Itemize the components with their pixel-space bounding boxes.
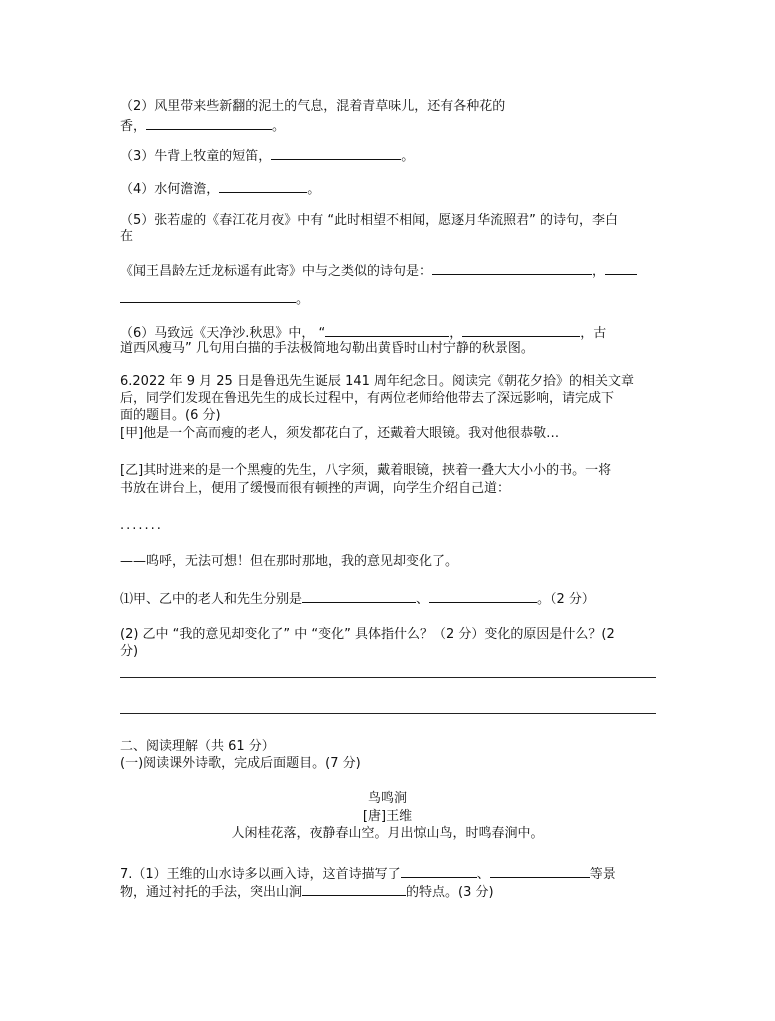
q5-3-line xyxy=(120,147,414,165)
q5-5-line3-pre: 《闻王昌龄左迁龙标遥有此寄》中与之类似的诗句是： xyxy=(120,264,433,279)
answer-line[interactable] xyxy=(120,713,656,714)
poem-author: [唐]王维 xyxy=(362,809,413,824)
q5-5-line1: （5）张若虚的《春江花月夜》中有 “此时相望不相闻，愿逐月华流照君” 的诗句，李白 xyxy=(120,213,619,228)
q5-6-line1-pre: （6）马致远《天净沙.秋思》中， “ xyxy=(120,326,326,341)
q7-line1-mid: 、 xyxy=(476,867,490,882)
q6-sub2-line2: 分) xyxy=(120,644,139,659)
q5-4-line xyxy=(120,180,320,198)
q6-sub2-line1: (2) 乙中 “我的意见却变化了” 中 “变化” 具体指什么？（2 分）变化的原因是什么？(2 xyxy=(120,627,615,642)
answer-blank[interactable] xyxy=(325,324,449,337)
section-subheading: (一)阅读课外诗歌，完成后面题目。(7 分) xyxy=(120,756,361,771)
q6-intro-line2: 后，同学们发现在鲁迅先生的成长过程中，有两位老师给他带去了深远影响，请完成下 xyxy=(120,391,615,406)
q5-6-line1 xyxy=(120,324,606,342)
q6-passage-yi-line2: 书放在讲台上，便用了缓慢而很有顿挫的声调，向学生介绍自己道： xyxy=(120,481,511,496)
q6-quote: ——呜呼，无法可想！但在那时那地，我的意见却变化了。 xyxy=(120,554,459,569)
q7-line1-pre: 7.（1）王维的山水诗多以画入诗，这首诗描写了 xyxy=(120,867,401,882)
q7-line1-post: 等景 xyxy=(589,867,616,882)
q6-passage-jia: [甲]他是一个高而瘦的老人，须发都花白了，还戴着大眼镜。我对他很恭敬… xyxy=(120,426,560,441)
q5-4-post: 。 xyxy=(307,182,321,197)
q5-6-line1-mid: ， xyxy=(449,326,463,341)
q7-line2 xyxy=(120,883,494,901)
q6-sub1-post: 。（2 分） xyxy=(537,592,595,607)
q5-2-line2 xyxy=(120,117,285,135)
q5-2-line1: （2）风里带来些新翻的泥土的气息，混着青草味儿，还有各种花的 xyxy=(120,99,506,114)
q5-6-line2: 道西风瘦马” 几句用白描的手法极简地勾勒出黄昏时山村宁静的秋景图。 xyxy=(120,341,534,356)
q5-6-line1-post: ，古 xyxy=(580,326,607,341)
answer-blank[interactable] xyxy=(432,262,592,275)
q5-5-line4 xyxy=(120,290,309,308)
section-heading: 二、阅读理解（共 61 分） xyxy=(120,739,275,754)
q6-intro-line1: 6.2022 年 9 月 25 日是鲁迅先生诞辰 141 周年纪念日。阅读完《朝花夕拾》的相关文章 xyxy=(120,374,635,389)
poem-title: 鸟鸣涧 xyxy=(367,791,407,806)
q6-sub1-pre: ⑴甲、乙中的老人和先生分别是 xyxy=(120,592,303,607)
q5-2-line2-pre: 香， xyxy=(120,119,147,134)
q6-passage-yi-line1: [乙]其时进来的是一个黑瘦的先生，八字须，戴着眼镜，挟着一叠大大小小的书。一将 xyxy=(120,463,612,478)
answer-blank[interactable] xyxy=(302,590,416,603)
q7-line2-pre: 物，通过衬托的手法，突出山涧 xyxy=(120,885,303,900)
answer-line[interactable] xyxy=(120,677,656,678)
poem-text: 人闲桂花落，夜静春山空。月出惊山鸟，时鸣春涧中。 xyxy=(231,826,544,841)
q6-sub1-mid: 、 xyxy=(416,592,430,607)
q5-3-post: 。 xyxy=(401,149,415,164)
answer-blank[interactable] xyxy=(146,117,272,130)
answer-blank[interactable] xyxy=(271,147,401,160)
q5-5-line2: 在 xyxy=(120,229,134,244)
answer-blank[interactable] xyxy=(219,180,307,193)
q5-5-line4-post: 。 xyxy=(296,292,310,307)
q5-3-pre: （3）牛背上牧童的短笛， xyxy=(120,149,272,164)
q5-5-line3 xyxy=(120,262,637,280)
answer-blank[interactable] xyxy=(462,324,580,337)
answer-blank[interactable] xyxy=(490,865,590,878)
q5-2-line2-post: 。 xyxy=(272,119,286,134)
answer-blank[interactable] xyxy=(302,883,406,896)
q6-sub1 xyxy=(120,590,595,608)
q6-intro-line3: 面的题目。(6 分) xyxy=(120,408,221,423)
q5-4-pre: （4）水何澹澹， xyxy=(120,182,220,197)
answer-blank[interactable] xyxy=(401,865,477,878)
answer-blank[interactable] xyxy=(120,290,296,303)
q7-line2-post: 的特点。(3 分) xyxy=(406,885,494,900)
answer-blank[interactable] xyxy=(605,262,637,275)
q5-5-line3-mid: ， xyxy=(592,264,606,279)
q7-line1 xyxy=(120,865,616,883)
q6-ellipsis: ....... xyxy=(120,518,163,533)
answer-blank[interactable] xyxy=(429,590,537,603)
